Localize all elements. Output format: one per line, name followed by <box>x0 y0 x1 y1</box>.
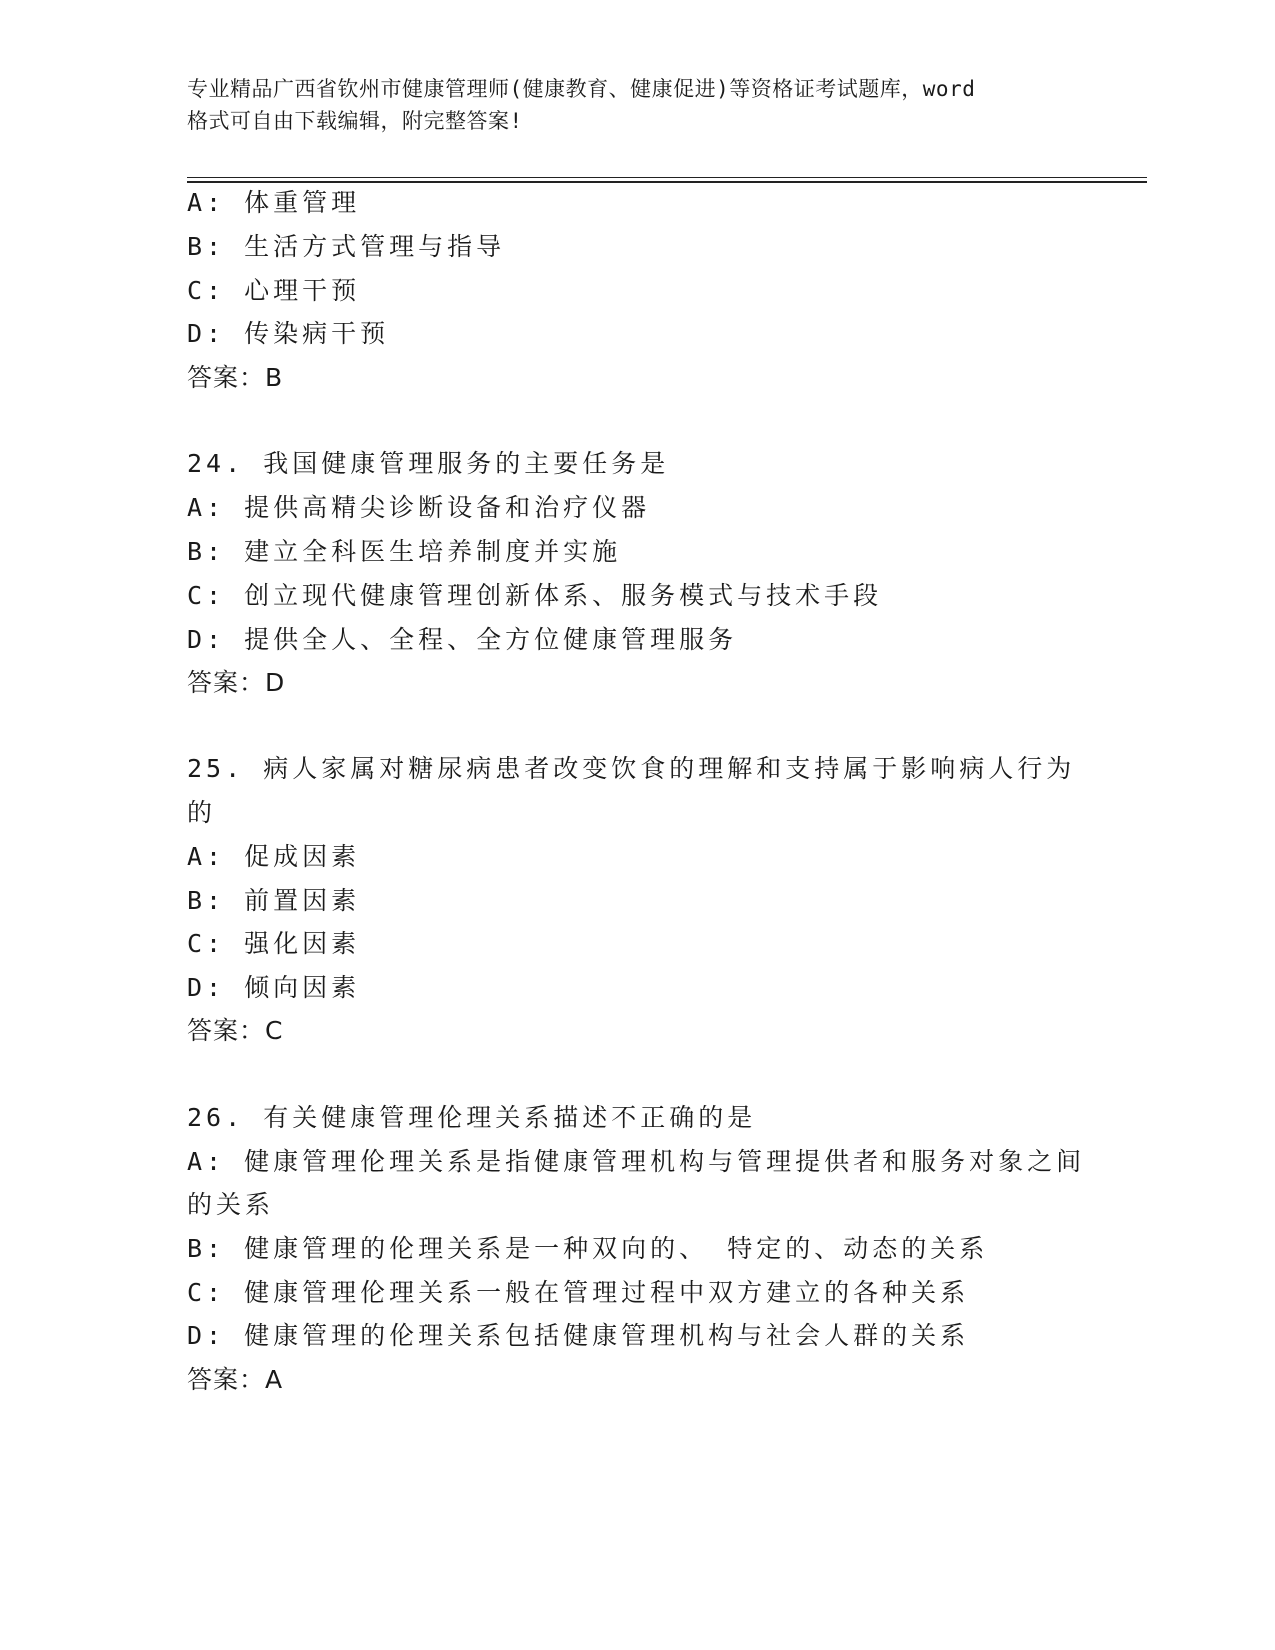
answer-line: 答案：D <box>187 668 286 697</box>
question-stem-continuation: 的 <box>187 798 217 827</box>
option-a: A: 促成因素 <box>187 842 361 871</box>
document-page <box>187 0 1147 1650</box>
option-b: B: 建立全科医生培养制度并实施 <box>187 537 622 566</box>
header-line-1: 专业精品广西省钦州市健康管理师(健康教育、健康促进)等资格证考试题库，word <box>187 77 976 101</box>
option-d: D: 传染病干预 <box>187 319 390 348</box>
option-b: B: 生活方式管理与指导 <box>187 232 506 261</box>
question-stem: 24. 我国健康管理服务的主要任务是 <box>187 449 670 478</box>
header-divider <box>187 177 1147 183</box>
option-b: B: 健康管理的伦理关系是一种双向的、 特定的、动态的关系 <box>187 1234 989 1263</box>
option-a: A: 健康管理伦理关系是指健康管理机构与管理提供者和服务对象之间 <box>187 1147 1086 1176</box>
option-c: C: 创立现代健康管理创新体系、服务模式与技术手段 <box>187 581 883 610</box>
option-a: A: 体重管理 <box>187 188 361 217</box>
question-stem: 26. 有关健康管理伦理关系描述不正确的是 <box>187 1103 757 1132</box>
option-a: A: 提供高精尖诊断设备和治疗仪器 <box>187 493 651 522</box>
option-a-continuation: 的关系 <box>187 1190 275 1219</box>
header-line-2: 格式可自由下载编辑，附完整答案! <box>187 109 523 133</box>
option-d: D: 提供全人、全程、全方位健康管理服务 <box>187 625 738 654</box>
option-b: B: 前置因素 <box>187 886 361 915</box>
option-d: D: 倾向因素 <box>187 973 361 1002</box>
document-header <box>187 73 1087 137</box>
answer-line: 答案：A <box>187 1365 284 1394</box>
question-stem: 25. 病人家属对糖尿病患者改变饮食的理解和支持属于影响病人行为 <box>187 754 1076 783</box>
answer-line: 答案：C <box>187 1016 284 1045</box>
option-d: D: 健康管理的伦理关系包括健康管理机构与社会人群的关系 <box>187 1321 970 1350</box>
option-c: C: 健康管理伦理关系一般在管理过程中双方建立的各种关系 <box>187 1278 970 1307</box>
option-c: C: 心理干预 <box>187 276 361 305</box>
option-c: C: 强化因素 <box>187 929 361 958</box>
answer-line: 答案：B <box>187 363 284 392</box>
